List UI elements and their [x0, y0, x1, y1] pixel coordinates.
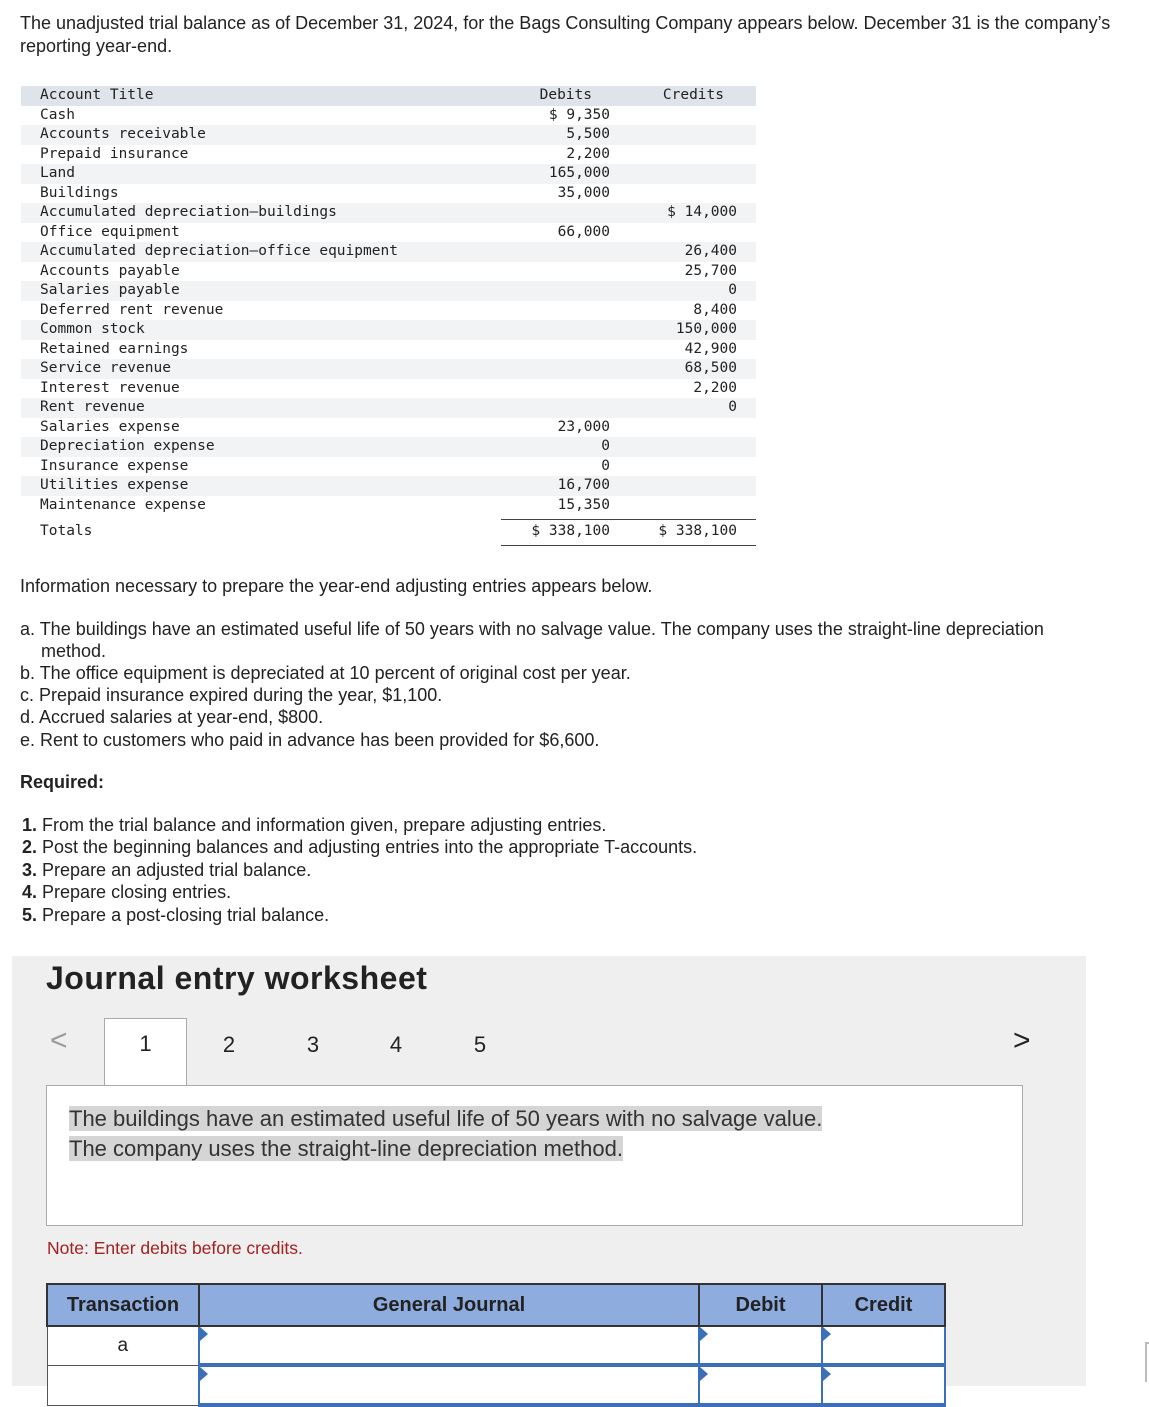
- tab-5[interactable]: 5: [473, 1032, 487, 1057]
- credit-value: 2,200: [693, 379, 737, 396]
- account-title: Salaries payable: [40, 282, 180, 298]
- next-arrow-icon[interactable]: >: [1013, 1024, 1031, 1057]
- table-row: [21, 359, 756, 379]
- transaction-cell: a: [47, 1326, 199, 1365]
- column-general-journal: General Journal: [199, 1284, 699, 1326]
- account-title: Service revenue: [40, 360, 171, 376]
- table-row: [21, 496, 756, 516]
- account-title: Salaries expense: [40, 418, 180, 435]
- table-row: [21, 379, 756, 399]
- trial-balance-header: [21, 86, 756, 106]
- credit-value: 26,400: [684, 243, 737, 259]
- info-item-b: b. The office equipment is depreciated at 10 percent of original cost per year.: [20, 663, 631, 683]
- intro-text: The unadjusted trial balance as of December 31, 2024, for the Bags Consulting Company appears below. December 31 is the company’s reporting year-end.: [20, 13, 1111, 56]
- account-title: Accumulated depreciation—buildings: [40, 204, 337, 220]
- required-item: 3. Prepare an adjusted trial balance.: [22, 859, 312, 880]
- debit-value: 35,000: [557, 184, 610, 201]
- column-credit: Credit: [822, 1284, 945, 1326]
- info-lead: Information necessary to prepare the year-end adjusting entries appears below.: [20, 576, 653, 596]
- account-title: Accounts payable: [40, 262, 180, 279]
- debit-value: 23,000: [557, 418, 610, 435]
- account-title: Cash: [40, 106, 75, 123]
- worksheet-title: Journal entry worksheet: [46, 960, 428, 996]
- debit-input[interactable]: [699, 1326, 822, 1365]
- credit-value: 25,700: [684, 262, 737, 279]
- account-title: Land: [40, 165, 75, 181]
- credit-input[interactable]: [822, 1365, 945, 1405]
- tab-4[interactable]: 4: [389, 1032, 403, 1057]
- debit-value: $ 9,350: [548, 106, 610, 123]
- account-title: Utilities expense: [40, 477, 189, 493]
- totals-debit: $ 338,100: [531, 523, 610, 539]
- table-row: [21, 281, 756, 301]
- table-row: [21, 203, 756, 223]
- account-title: Accounts receivable: [40, 126, 206, 142]
- required-item: 4. Prepare closing entries.: [22, 882, 232, 903]
- tab-3[interactable]: 3: [306, 1032, 320, 1057]
- dropdown-marker-icon: [823, 1327, 831, 1341]
- table-row: [21, 398, 756, 418]
- dropdown-marker-icon: [823, 1367, 831, 1381]
- dropdown-marker-icon: [700, 1367, 708, 1381]
- credit-value: 42,900: [684, 340, 737, 357]
- account-title: Retained earnings: [40, 340, 189, 357]
- debit-value: 5,500: [566, 126, 610, 142]
- table-row: [21, 184, 756, 204]
- table-row: [21, 262, 756, 282]
- required-item: 2. Post the beginning balances and adjusting entries into the appropriate T-accounts.: [22, 837, 698, 858]
- account-title: Prepaid insurance: [40, 145, 189, 162]
- table-row: [21, 340, 756, 360]
- table-row: [21, 106, 756, 126]
- table-row: [21, 223, 756, 243]
- debit-value: 0: [601, 438, 610, 454]
- previous-arrow-icon[interactable]: <: [50, 1024, 68, 1057]
- transaction-description: The buildings have an estimated useful life of 50 years with no salvage value. The company uses the straight-line depreciation method.: [69, 1106, 823, 1161]
- table-row: [47, 1326, 945, 1365]
- table-row: [21, 320, 756, 340]
- column-transaction: Transaction: [47, 1284, 199, 1326]
- dropdown-marker-icon: [200, 1327, 208, 1341]
- required-heading: Required:: [20, 772, 105, 792]
- table-row: [21, 242, 756, 262]
- table-row: [21, 418, 756, 438]
- header-debits: Debits: [539, 87, 592, 103]
- table-row: [21, 476, 756, 496]
- credit-value: 8,400: [693, 301, 737, 318]
- column-debit: Debit: [699, 1284, 822, 1326]
- table-row: [21, 437, 756, 457]
- scrollbar-edge[interactable]: [1145, 1342, 1149, 1382]
- table-row: [21, 145, 756, 165]
- info-item-d: d. Accrued salaries at year-end, $800.: [20, 707, 324, 727]
- journal-account-input[interactable]: [199, 1365, 699, 1405]
- account-title: Accumulated depreciation—office equipment: [40, 243, 398, 259]
- info-item-c: c. Prepaid insurance expired during the year, $1,100.: [20, 685, 443, 705]
- table-row: [21, 301, 756, 321]
- trial-balance-table: [21, 86, 756, 543]
- totals-row: [21, 519, 756, 543]
- account-title: Interest revenue: [40, 379, 180, 396]
- transaction-cell: [47, 1365, 199, 1405]
- dropdown-marker-icon: [700, 1327, 708, 1341]
- debit-value: 16,700: [557, 477, 610, 493]
- journal-entry-worksheet: [12, 956, 1086, 1386]
- account-title: Buildings: [40, 184, 119, 201]
- account-title: Common stock: [40, 321, 145, 337]
- credit-input[interactable]: [822, 1326, 945, 1365]
- table-row: [21, 164, 756, 184]
- credit-value: $ 14,000: [667, 204, 737, 220]
- table-row: [21, 125, 756, 145]
- account-title: Deferred rent revenue: [40, 301, 224, 318]
- credit-value: 0: [728, 282, 737, 298]
- required-list: [22, 814, 697, 926]
- journal-account-input[interactable]: [199, 1326, 699, 1365]
- entry-note: Note: Enter debits before credits.: [47, 1238, 303, 1258]
- dropdown-marker-icon: [200, 1367, 208, 1381]
- required-item: 1. From the trial balance and information given, prepare adjusting entries.: [22, 815, 607, 835]
- account-title: Rent revenue: [40, 399, 145, 415]
- account-title: Office equipment: [40, 223, 180, 240]
- info-item-e: e. Rent to customers who paid in advance has been provided for $6,600.: [20, 730, 600, 750]
- credit-value: 68,500: [684, 360, 737, 376]
- header-credits: Credits: [662, 87, 724, 103]
- account-title: Maintenance expense: [40, 496, 206, 513]
- info-item-a-cont: method.: [41, 641, 107, 661]
- general-journal-table: [46, 1283, 946, 1407]
- debit-value: 165,000: [548, 165, 610, 181]
- debit-value: 2,200: [566, 145, 610, 162]
- account-title: Insurance expense: [40, 457, 189, 474]
- transaction-description-panel: [46, 1085, 1023, 1226]
- table-row: [47, 1365, 945, 1405]
- totals-label: Totals: [40, 523, 93, 539]
- info-item-a: a. The buildings have an estimated useful life of 50 years with no salvage value. The company uses the straight-line depreciation: [20, 619, 1044, 639]
- tab-2[interactable]: 2: [222, 1032, 236, 1057]
- totals-credit: $ 338,100: [658, 523, 737, 539]
- credit-value: 150,000: [675, 321, 737, 337]
- table-row: [21, 457, 756, 477]
- credit-value: 0: [728, 399, 737, 415]
- debit-input[interactable]: [699, 1365, 822, 1405]
- header-account-title: Account Title: [40, 87, 154, 103]
- account-title: Depreciation expense: [40, 438, 215, 454]
- debit-value: 0: [601, 457, 610, 474]
- debit-value: 66,000: [557, 223, 610, 240]
- debit-value: 15,350: [557, 496, 610, 513]
- required-item: 5. Prepare a post-closing trial balance.: [22, 904, 330, 925]
- tab-1[interactable]: 1: [104, 1018, 187, 1089]
